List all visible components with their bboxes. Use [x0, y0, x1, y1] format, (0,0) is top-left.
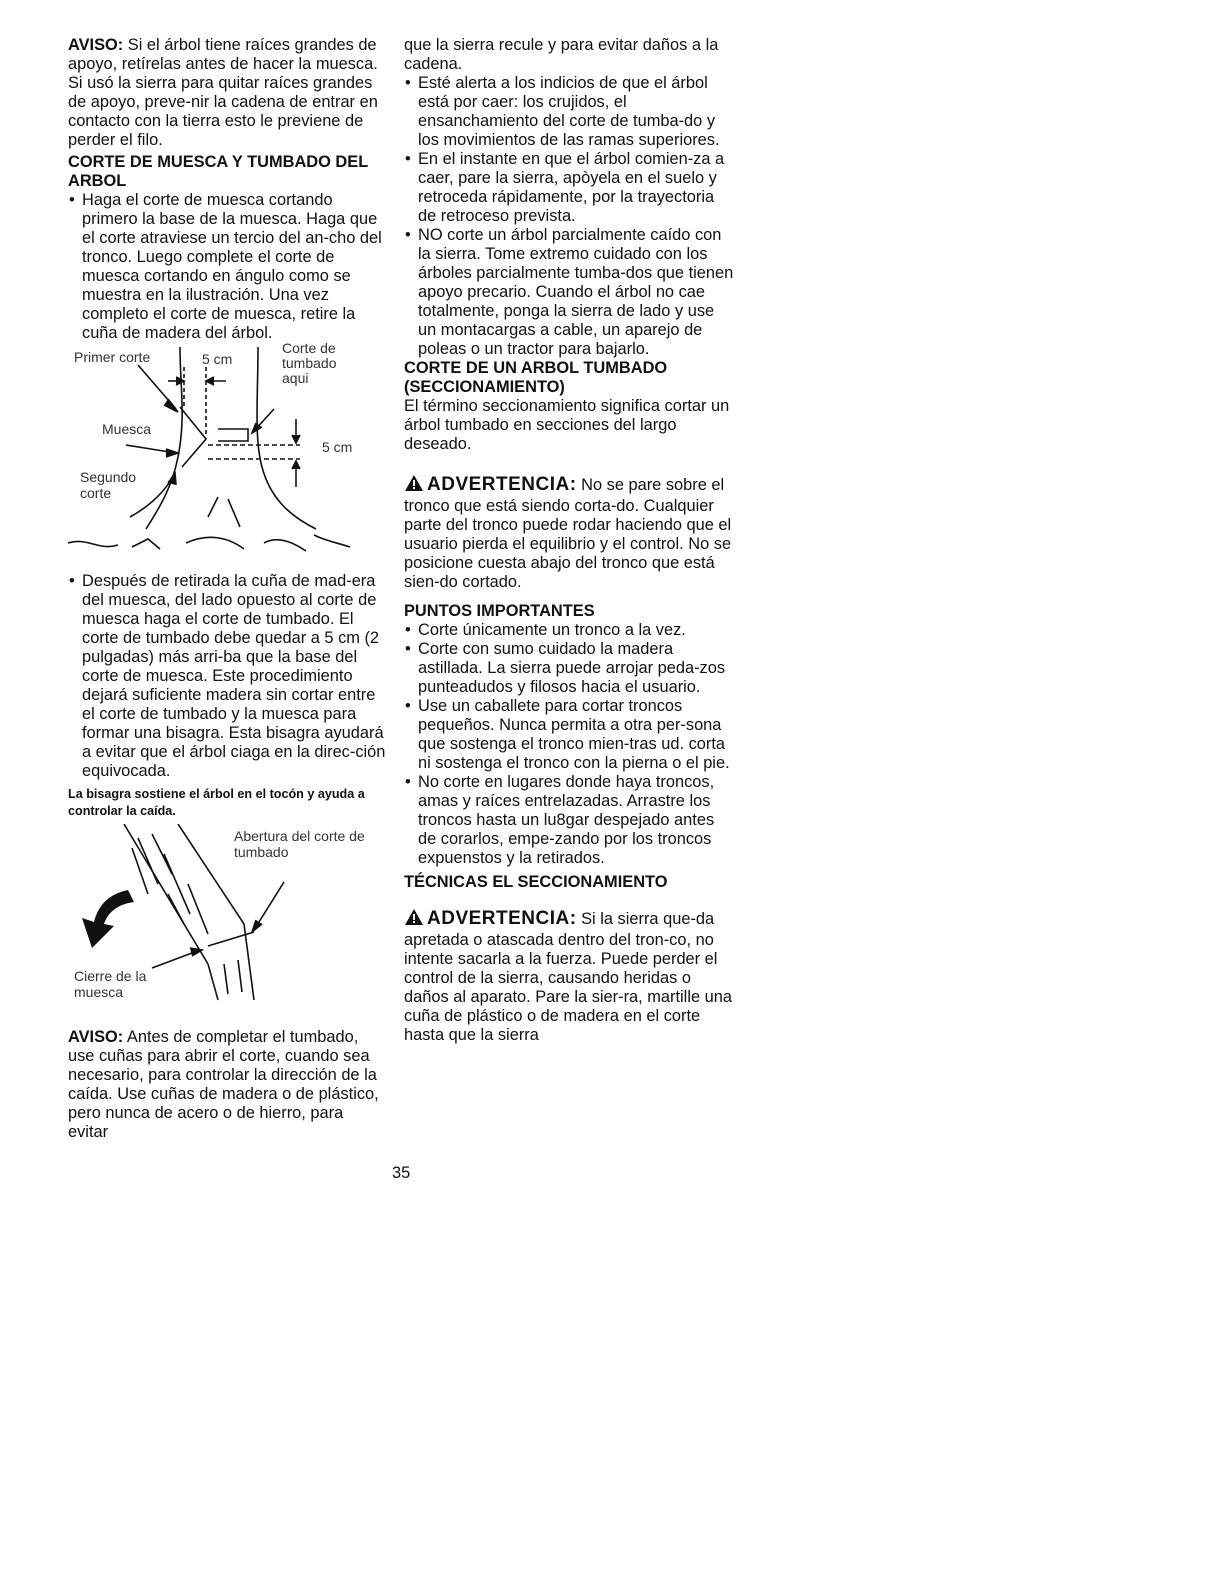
aviso-label: AVISO: [68, 1028, 124, 1046]
aviso-paragraph-1: AVISO: Si el árbol tiene raíces grandes de apoyo, retírelas antes de hacer la muesca. Si usó la sierra para quitar raíces grandes de apoyo, preve-nir la cadena de entrar en contacto con la tierra esto le previene de perder el filo. [68, 36, 378, 149]
right-column [404, 36, 734, 1045]
label-dim-5cm-side: 5 cm [322, 439, 353, 455]
hinge-caption: La bisagra sostiene el árbol en el tocón y ayuda a controlar la caída. [68, 787, 365, 818]
warning-block-1: ADVERTENCIA: No se pare sobre el tronco que está siendo corta-do. Cualquier parte del tronco puede rodar haciendo que el usuario pierda el equilibrio y el control. No se posicione cuesta abajo del tronco que está sien-do cortado. [404, 474, 732, 591]
warning-triangle-icon [404, 474, 424, 497]
section-heading-bucking-techniques: TÉCNICAS EL SECCIONAMIENTO [404, 873, 668, 891]
section-heading-notch-felling: CORTE DE MUESCA Y TUMBADO DEL ARBOL [68, 153, 368, 190]
section-heading-bucking: CORTE DE UN ARBOL TUMBADO (SECCIONAMIENTO) [404, 359, 668, 396]
label-cierre: Cierre de la muesca [74, 968, 147, 1000]
label-primer-corte: Primer corte [74, 349, 151, 365]
label-abertura: Abertura del corte de tumbado [234, 828, 365, 860]
bullet-tangled-logs: • No corte en lugares donde haya troncos, amas y raíces entrelazadas. Arrastre los troncos hasta un lu8gar despejado antes de corarlos, empe-zando por los troncos expuenstos y la retirados. [404, 773, 734, 868]
figure-notch-diagram [68, 340, 386, 572]
bullet-one-log: • Corte únicamente un tronco a la vez. [404, 621, 734, 640]
left-column [68, 36, 386, 1142]
label-muesca: Muesca [102, 421, 152, 437]
bullet-falling-signs: • Esté alerta a los indicios de que el árbol está por caer: los crujidos, el ensanchamiento del corte de tumba-do y los movimientos de las ramas superiores. [404, 74, 734, 150]
label-dim-5cm-top: 5 cm [202, 351, 233, 367]
page-number: 35 [392, 1164, 411, 1182]
figure-hinge-diagram [68, 824, 386, 1006]
bucking-definition: El término seccionamiento significa cortar un árbol tumbado en secciones del largo deseado. [404, 397, 730, 453]
aviso-paragraph-2: AVISO: Antes de completar el tumbado, use cuñas para abrir el corte, cuando sea necesario, para controlar la dirección de la caída. Use cuñas de madera o de plástico, pero nunca de acero o de hierro, para evitar [68, 1028, 379, 1141]
bullet-stop-saw: • En el instante en que el árbol comien-za a caer, pare la sierra, apòyela en el suelo y retroceda rápidamente, por la trayectoria de retroceso prevista. [404, 150, 734, 226]
label-corte-tumbado: Corte de tumbado aqui [282, 340, 337, 386]
section-heading-important-points: PUNTOS IMPORTANTES [404, 602, 595, 620]
warning-title: ADVERTENCIA: [427, 908, 577, 929]
continued-text: que la sierra recule y para evitar daños a la cadena. [404, 36, 719, 73]
warning-triangle-icon [404, 908, 424, 931]
aviso-label: AVISO: [68, 36, 124, 54]
bullet-sawhorse: • Use un caballete para cortar troncos pequeños. Nunca permita a otra per-sona que sostenga el tronco mien-tras ud. corta ni sostenga el tronco con la pierna o el pie. [404, 697, 734, 773]
warning-title: ADVERTENCIA: [427, 474, 577, 495]
bullet-splintered-wood: • Corte con sumo cuidado la madera astillada. La sierra puede arrojar peda-zos punteadudos y filosos hacia el usuario. [404, 640, 734, 697]
bullet-felling-cut: • Después de retirada la cuña de mad-era del muesca, del lado opuesto al corte de muesca haga el corte de tumbado. El corte de tumbado debe quedar a 5 cm (2 pulgadas) más arri-ba que la base del corte de muesca. Este procedimiento dejará suficiente madera sin cortar entre el corte de tumbado y la muesca para formar una bisagra. Esta bisagra ayudará a evitar que el árbol ciaga en la direc-ción equivocada. [68, 572, 386, 781]
bullet-partial-fall: • NO corte un árbol parcialmente caído con la sierra. Tome extremo cuidado con los árboles parcialmente tumba-dos que tienen apoyo precario. Cuando el árbol no cae totalmente, ponga la sierra de lado y use un montacargas a cable, un aparejo de poleas o un tractor para bajarlo. [404, 226, 734, 359]
warning-block-2: ADVERTENCIA: Si la sierra que-da apretada o atascada dentro del tron-co, no intente sacarla a la fuerza. Puede perder el control de la sierra, causando heridas o daños al aparato. Pare la sier-ra, martille una cuña de plástico o de madera en el corte hasta que la sierra [404, 908, 732, 1044]
bullet-notch-cut: • Haga el corte de muesca cortando primero la base de la muesca. Haga que el corte atraviese un tercio del an-cho del tronco. Luego complete el corte de muesca cortando en ángulo como se muestra en la ilustración. Una vez completo el corte de muesca, retire la cuña de madera del árbol. [68, 191, 386, 343]
label-segundo-corte: Segundo corte [80, 469, 137, 501]
